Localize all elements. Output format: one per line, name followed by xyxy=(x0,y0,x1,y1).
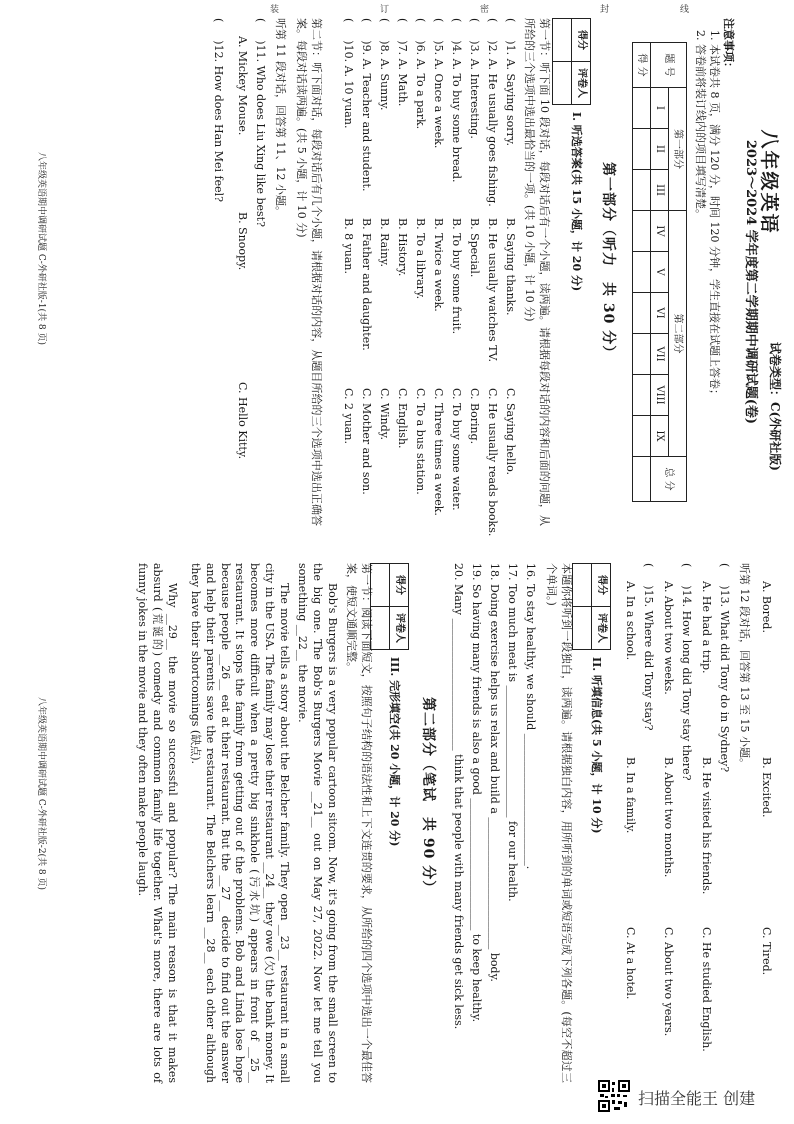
page-two xyxy=(17,557,787,1092)
watermark-text: 扫描全能王 创建 xyxy=(638,1089,756,1108)
notes-label: 注意事项： xyxy=(722,18,735,73)
scorebox-grader-label: 评卷人 xyxy=(390,607,409,650)
question-9-option-c[interactable]: C. Mother and son. xyxy=(360,388,373,495)
score-col-6: VI xyxy=(651,293,669,334)
question-15[interactable]: ( )15. Where did Tony stay? xyxy=(642,563,655,731)
question-8-option-c[interactable]: C. Windy. xyxy=(378,388,391,441)
scanner-watermark xyxy=(598,1080,788,1114)
score-cell[interactable] xyxy=(633,129,651,170)
question-13-option-a[interactable]: A. He had a trip. xyxy=(700,581,713,674)
question-3[interactable]: ( )3. A. Interesting. xyxy=(468,18,481,139)
question-6-option-b[interactable]: B. To a library. xyxy=(414,218,427,300)
scorebox-score-label: 得分 xyxy=(572,19,591,62)
question-6-option-c[interactable]: C. To a bus station. xyxy=(414,388,427,495)
question-10[interactable]: ( )10. A. 10 yuan. xyxy=(342,18,355,129)
score-table-row-label: 题 号 xyxy=(651,43,687,88)
scorebox-grader-cell[interactable] xyxy=(553,62,572,105)
section1-intro: 第一节：听下面 10 段对话，每段对话后有一个小题，读两遍。请根据每段对话的内容和后面的问题，从所给的三个选项中选出最恰当的一项。(共 10 小题，计 10 分) xyxy=(523,18,551,526)
dialog-2-instruction: 听第 12 段对话，回答第 13 至 15 小题。 xyxy=(738,563,751,769)
section3-title: III. 完形填空(共 20 小题，计 20 分) xyxy=(388,657,401,847)
question-12-option-b[interactable]: B. Excited. xyxy=(760,757,773,818)
fill-question-18[interactable]: 18. Doing exercise helps us relax and build a ________________________ body. xyxy=(488,563,501,982)
score-cell[interactable] xyxy=(633,252,651,293)
score-table-part1: 第一部分 xyxy=(669,88,687,211)
binding-mark: 密 xyxy=(480,5,490,15)
question-1-option-c[interactable]: C. Saying hello. xyxy=(504,388,517,476)
question-15-option-b[interactable]: B. In a family. xyxy=(624,757,637,834)
binding-mark: 装 xyxy=(270,5,280,15)
fill-question-19[interactable]: 19. So having many friends is also a good ________________________ to keep healthy. xyxy=(470,563,483,1023)
question-9-option-b[interactable]: B. Father and daughter. xyxy=(360,218,373,351)
question-13-option-c[interactable]: C. He studied English. xyxy=(700,927,713,1052)
exam-type-label: 试卷类型：C(外研社版) xyxy=(768,342,782,471)
section2-title: II. 听填信息(共 5 小题，计 10 分) xyxy=(590,657,603,834)
score-cell[interactable] xyxy=(633,416,651,457)
part2-title: 第二部分（笔试 共 90 分） xyxy=(420,697,436,896)
question-8-option-b[interactable]: B. Rainy. xyxy=(378,218,391,268)
fill-question-20[interactable]: 20. Many ________________________ think that people with many friends get sick less. xyxy=(452,563,465,1030)
section2-intro: 第二节：听下面对话，每段对话后有几个小题，请根据对话的内容，从题目所给的三个选项中选出正确答案。每段对话读两遍。(共 5 小题，计 10 分) xyxy=(295,18,323,526)
fill-question-16[interactable]: 16. To stay healthy, we should ________________________. xyxy=(524,563,537,870)
scorebox-score-label: 得分 xyxy=(592,564,611,607)
passage-paragraph-2: The movie tells a story about the Belcher family. They open __23__ restaurant in a small city in the USA. The family may lose their restaurant __24__ they owe (欠) the bank money. It becomes more difficult when a pretty big sinkhole (污水坑) appears in front of __25__ restaurant. It stops the family from getting out of the problems. Bob and Linda lose hope because people __26__ eat at their restaurant. But the __27__ decide to find out the answer and help their parents save the restaurant. The Belchers learn __28__ each other although they have their shortcomings (缺点). xyxy=(188,563,291,1083)
note-item-2: 2. 答卷前将装订线内的项目填写清楚。 xyxy=(694,30,707,220)
question-12-option-a[interactable]: A. Bored. xyxy=(760,581,773,633)
section1-title: I. 听选答案(共 15 小题，计 20 分) xyxy=(570,112,583,292)
page-1-footer: 八年级英语期中调研试题 C-外研社版-1(共 8 页) xyxy=(36,152,46,346)
note-item-1: 1. 本试卷共 8 页，满分 120 分，时间 120 分钟，学生直接在试题上答卷； xyxy=(708,30,721,400)
score-cell[interactable] xyxy=(633,457,651,502)
passage-paragraph-1: Bob's Burgers is a very popular cartoon sitcom. Now, it's going from the small screen to the big one. The Bob's Burgers Movie __21__ out on May 27, 2022. Now let me tell you something __22__ the movie. xyxy=(296,563,339,1083)
question-1[interactable]: ( )1. A. Saying sorry. xyxy=(504,18,517,146)
exam-title-line: 2023～2024 学年度第二学期期中调研试题(卷) xyxy=(743,139,758,425)
question-7[interactable]: ( )7. A. Math. xyxy=(396,18,409,107)
score-cell[interactable] xyxy=(633,170,651,211)
question-2-option-b[interactable]: B. He usually watches TV. xyxy=(486,218,499,362)
rotated-exam-sheet xyxy=(17,12,787,1092)
question-12[interactable]: ( )12. How does Han Mei feel? xyxy=(212,18,225,203)
scorebox-1 xyxy=(552,18,591,105)
question-7-option-c[interactable]: C. English. xyxy=(396,388,409,449)
question-14[interactable]: ( )14. How long did Tony stay there? xyxy=(680,563,693,781)
scorebox-2 xyxy=(572,563,611,650)
score-cell[interactable] xyxy=(633,88,651,129)
part1-title: 第一部分（听力 共 30 分） xyxy=(600,162,616,361)
score-col-3: III xyxy=(651,170,669,211)
fill-question-17[interactable]: 17. Too much meat is ________________________ for our health. xyxy=(506,563,519,902)
scorebox-score-cell[interactable] xyxy=(553,19,572,62)
question-13[interactable]: ( )13. What did Tony do in Sydney? xyxy=(718,563,731,773)
question-11-option-c[interactable]: C. Hello Kitty. xyxy=(236,382,249,460)
binding-mark: 订 xyxy=(380,5,390,15)
question-5[interactable]: ( )5. A. Once a week. xyxy=(432,18,445,149)
question-8[interactable]: ( )8. A. Sunny. xyxy=(378,18,391,111)
passage-paragraph-3: Why __29__ the movie so successful and popular? The main reason is that it makes absurd (荒诞的) comedy and common family life together. What's more, there are lots of funny jokes in the movie and they often make people laugh. xyxy=(136,563,179,1083)
question-11-option-a[interactable]: A. Mickey Mouse. xyxy=(236,36,249,136)
score-cell[interactable] xyxy=(633,211,651,252)
score-col-4: IV xyxy=(651,211,669,252)
subject-title: 八年级英语 xyxy=(758,129,780,235)
question-11-option-b[interactable]: B. Snoopy. xyxy=(236,212,249,271)
scorebox-score-cell[interactable] xyxy=(371,564,390,607)
question-2[interactable]: ( )2. A. He usually goes fishing. xyxy=(486,18,499,207)
scorebox-score-label: 得分 xyxy=(390,564,409,607)
score-table xyxy=(632,42,687,502)
question-11[interactable]: ( )11. Who does Liu Xing like best? xyxy=(254,18,267,227)
scorebox-grader-label: 评卷人 xyxy=(572,62,591,105)
question-3-option-b[interactable]: B. Special. xyxy=(468,218,481,278)
scorebox-score-cell[interactable] xyxy=(573,564,592,607)
question-10-option-b[interactable]: B. 8 yuan. xyxy=(342,218,355,275)
page-one xyxy=(17,12,787,537)
score-table-total: 总 分 xyxy=(651,457,687,502)
score-col-7: VII xyxy=(651,334,669,375)
question-12-option-c[interactable]: C. Tired. xyxy=(760,927,773,976)
question-15-option-a[interactable]: A. In a school. xyxy=(624,581,637,661)
scorebox-grader-cell[interactable] xyxy=(371,607,390,650)
scorebox-3 xyxy=(370,563,409,650)
score-col-5: V xyxy=(651,252,669,293)
question-3-option-c[interactable]: C. Boring. xyxy=(468,388,481,445)
section3-intro: 第一节：阅读下面短文，按照句子结构的语法性和上下文连贯的要求，从所给的四个选项中选出一个最佳答案，使短文通顺完整。 xyxy=(345,563,373,1083)
question-5-option-b[interactable]: B. Twice a week. xyxy=(432,218,445,312)
binding-mark: 线 xyxy=(680,5,690,15)
page-2-footer: 八年级英语期中调研试题 C-外研社版-2(共 8 页) xyxy=(36,697,46,891)
section2-intro-right: 本题你将听到一段独白，读两遍。请根据独白内容，用所听到的单词或短语完成下列各题。(每空不超过三个单词。) xyxy=(545,563,573,1083)
score-table-part2: 第二部分 xyxy=(669,211,687,457)
listening-questions xyxy=(337,18,517,537)
score-table-score-label: 得 分 xyxy=(633,43,651,88)
question-14-option-c[interactable]: C. About two years. xyxy=(662,927,675,1037)
question-7-option-b[interactable]: B. History. xyxy=(396,218,409,277)
dialog-1-instruction: 听第 11 段对话，回答第 11、12 小题。 xyxy=(274,18,287,217)
score-cell[interactable] xyxy=(633,375,651,416)
score-col-1: I xyxy=(651,88,669,129)
score-col-2: II xyxy=(651,129,669,170)
question-6[interactable]: ( )6. A. To a park. xyxy=(414,18,427,130)
binding-mark: 封 xyxy=(600,5,610,15)
question-2-option-c[interactable]: C. He usually reads books. xyxy=(486,388,499,537)
scorebox-grader-cell[interactable] xyxy=(573,607,592,650)
score-cell[interactable] xyxy=(633,293,651,334)
qr-code-icon xyxy=(598,1080,630,1112)
question-9[interactable]: ( )9. A. Teacher and student. xyxy=(360,18,373,192)
scorebox-grader-label: 评卷人 xyxy=(592,607,611,650)
question-4[interactable]: ( )4. A. To buy some bread. xyxy=(450,18,463,183)
score-col-9: IX xyxy=(651,416,669,457)
question-5-option-c[interactable]: C. Three times a week. xyxy=(432,388,445,516)
score-col-8: VIII xyxy=(651,375,669,416)
question-15-option-c[interactable]: C. At a hotel. xyxy=(624,927,637,1000)
question-1-option-b[interactable]: B. Saying thanks. xyxy=(504,218,517,316)
question-4-option-c[interactable]: C. To buy some water. xyxy=(450,388,463,511)
question-13-option-b[interactable]: B. He visited his friends. xyxy=(700,757,713,895)
question-10-option-c[interactable]: C. 2 yuan. xyxy=(342,388,355,444)
question-14-option-a[interactable]: A. About two weeks. xyxy=(662,581,675,695)
score-cell[interactable] xyxy=(633,334,651,375)
question-4-option-b[interactable]: B. To buy some fruit. xyxy=(450,218,463,335)
question-14-option-b[interactable]: B. About two months. xyxy=(662,757,675,878)
